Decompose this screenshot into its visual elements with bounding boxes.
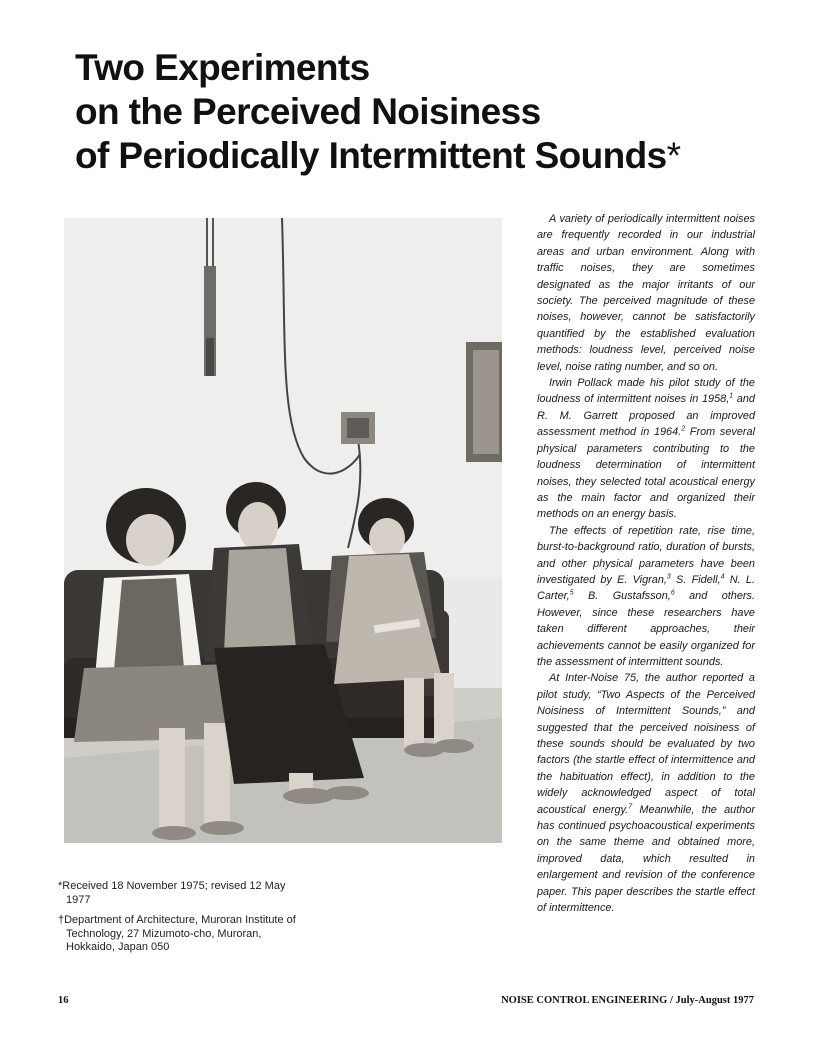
abstract-text: At Inter-Noise 75, the author reported a pilot study, “Two Aspects of the Perceived Noisiness of Intermittent Sounds,” and suggested that the perceived noisiness of these sounds should be evaluated by two factors (the startle effect of intermittence and the habituation effect), in addition to the widely acknowledged aspect of total acoustical energy. <box>537 672 755 816</box>
photo-listening-test <box>64 218 502 843</box>
title-line-3-text: of Periodically Intermittent Sounds <box>75 135 667 176</box>
reference-marker: 1 <box>729 392 734 400</box>
abstract-text: N. L. Carter, <box>537 573 755 603</box>
title-line-3 <box>75 134 755 178</box>
reference-marker: 7 <box>628 803 633 810</box>
abstract-text: and R. M. Garrett proposed an improved assessment method in 1964. <box>537 393 755 439</box>
abstract-paragraph <box>537 523 755 671</box>
abstract-text: and others. However, since these researchers have taken different approaches, their achievements cannot be easily organized for the assessment of intermittent sounds. <box>537 590 755 668</box>
footnote-received: *Received 18 November 1975; revised 12 May 1977 <box>58 880 286 906</box>
title-footnote-marker: * <box>666 135 681 176</box>
abstract-text: A variety of periodically intermittent noises are frequently recorded in our industrial areas and urban environment. Along with traffic noises, they are sometimes designated as the major irritants of our society. The perceived magnitude of these noises, however, cannot be satisfactorily quantified by the established evaluation methods: loudness level, perceived noise level, noise rating number, and so on. <box>537 213 755 373</box>
abstract-text: Meanwhile, the author has continued psychoacoustical experiments on the same theme and obtained more, improved data, which resulted in enlargement and revision of the conference paper. This paper describes the startle effect of intermittence. <box>537 803 755 915</box>
abstract-text: From several physical parameters contributing to the loudness determination of intermittent noises, they selected total acoustical energy as the main factor and organized their methods on an energy basis. <box>537 426 755 521</box>
abstract-paragraph <box>537 211 755 375</box>
journal-footer: NOISE CONTROL ENGINEERING / July-August 1977 <box>501 995 754 1006</box>
reference-marker: 5 <box>569 589 574 597</box>
title-line-1: Two Experiments <box>75 47 370 88</box>
abstract-paragraph <box>537 670 755 916</box>
footnotes <box>58 880 298 962</box>
reference-marker: 4 <box>720 573 725 581</box>
title-line-2: on the Perceived Noisiness <box>75 91 541 132</box>
reference-marker: 2 <box>681 425 686 433</box>
reference-marker: 6 <box>670 589 675 597</box>
abstract-text: B. Gustafsson, <box>573 590 671 603</box>
photo-illustration <box>64 218 502 843</box>
page-number: 16 <box>58 995 69 1006</box>
footnote-affiliation: †Department of Architecture, Muroran Institute of Technology, 27 Mizumoto-cho, Muroran, Hokkaido, Japan 050 <box>58 914 296 953</box>
abstract-text: The effects of repetition rate, rise time, burst-to-background ratio, duration of bursts, and other physical parameters have been investigated by E. Vigran, <box>537 524 755 586</box>
reference-marker: 3 <box>666 573 671 581</box>
abstract <box>537 211 755 916</box>
abstract-text: Irwin Pollack made his pilot study of the loudness of intermittent noises in 1958, <box>537 377 755 406</box>
abstract-text: S. Fidell, <box>670 573 721 586</box>
abstract-paragraph <box>537 375 755 523</box>
article-title <box>75 46 755 178</box>
